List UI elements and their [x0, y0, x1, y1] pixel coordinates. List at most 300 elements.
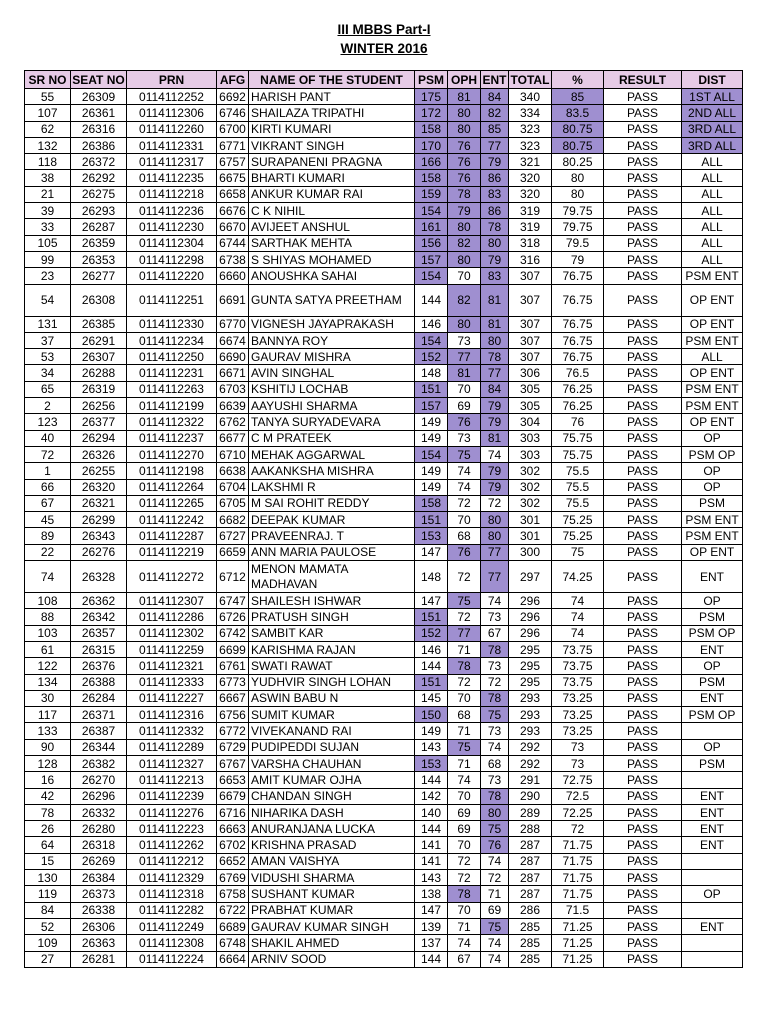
- cell-seat: 26342: [71, 609, 127, 625]
- cell-pct: 76: [552, 414, 604, 430]
- cell-psm: 137: [415, 935, 448, 951]
- cell-oph: 72: [448, 561, 481, 593]
- cell-dist: OP ENT: [682, 414, 743, 430]
- cell-seat: 26316: [71, 121, 127, 137]
- cell-psm: 148: [415, 561, 448, 593]
- cell-name: AVIN SINGHAL: [249, 365, 415, 381]
- table-row: [25, 479, 743, 495]
- cell-seat: 26291: [71, 332, 127, 348]
- cell-total: 304: [509, 414, 552, 430]
- table-row: [25, 544, 743, 560]
- cell-result: PASS: [604, 349, 682, 365]
- cell-prn: 0114112306: [127, 105, 217, 121]
- cell-sr: 38: [25, 170, 71, 186]
- cell-sr: 118: [25, 154, 71, 170]
- cell-name: SUMIT KUMAR: [249, 707, 415, 723]
- cell-afg: 6770: [217, 316, 249, 332]
- cell-sr: 23: [25, 268, 71, 284]
- cell-name: VIGNESH JAYAPRAKASH: [249, 316, 415, 332]
- table-row: [25, 674, 743, 690]
- cell-afg: 6682: [217, 512, 249, 528]
- cell-psm: 144: [415, 951, 448, 967]
- cell-sr: 62: [25, 121, 71, 137]
- cell-result: PASS: [604, 170, 682, 186]
- cell-ent: 79: [481, 463, 509, 479]
- cell-pct: 71.75: [552, 853, 604, 869]
- cell-total: 340: [509, 89, 552, 105]
- cell-afg: 6738: [217, 251, 249, 267]
- cell-psm: 142: [415, 788, 448, 804]
- table-row: [25, 365, 743, 381]
- cell-sr: 21: [25, 186, 71, 202]
- cell-prn: 0114112234: [127, 332, 217, 348]
- cell-seat: 26294: [71, 430, 127, 446]
- cell-prn: 0114112308: [127, 935, 217, 951]
- cell-afg: 6653: [217, 772, 249, 788]
- cell-oph: 81: [448, 89, 481, 105]
- cell-result: PASS: [604, 837, 682, 853]
- cell-total: 305: [509, 381, 552, 397]
- cell-seat: 26344: [71, 739, 127, 755]
- cell-psm: 158: [415, 495, 448, 511]
- cell-name: TANYA SURYADEVARA: [249, 414, 415, 430]
- column-header: ENT: [482, 72, 507, 87]
- cell-pct: 80.75: [552, 121, 604, 137]
- cell-afg: 6689: [217, 918, 249, 934]
- cell-oph: 72: [448, 853, 481, 869]
- cell-dist: OP ENT: [682, 316, 743, 332]
- cell-ent: 79: [481, 479, 509, 495]
- cell-ent: 83: [481, 186, 509, 202]
- cell-result: PASS: [604, 739, 682, 755]
- cell-seat: 26363: [71, 935, 127, 951]
- cell-oph: 70: [448, 268, 481, 284]
- cell-prn: 0114112213: [127, 772, 217, 788]
- cell-sr: 16: [25, 772, 71, 788]
- cell-seat: 26321: [71, 495, 127, 511]
- cell-total: 285: [509, 951, 552, 967]
- cell-sr: 84: [25, 902, 71, 918]
- cell-name: AMAN VAISHYA: [249, 853, 415, 869]
- cell-oph: 78: [448, 186, 481, 202]
- cell-afg: 6727: [217, 528, 249, 544]
- cell-seat: 26277: [71, 268, 127, 284]
- cell-pct: 80: [552, 186, 604, 202]
- cell-name: ARNIV SOOD: [249, 951, 415, 967]
- cell-name: YUDHVIR SINGH LOHAN: [249, 674, 415, 690]
- cell-seat: 26280: [71, 821, 127, 837]
- cell-seat: 26382: [71, 755, 127, 771]
- cell-afg: 6756: [217, 707, 249, 723]
- cell-psm: 154: [415, 446, 448, 462]
- cell-ent: 84: [481, 89, 509, 105]
- cell-afg: 6664: [217, 951, 249, 967]
- cell-name: AMIT KUMAR OJHA: [249, 772, 415, 788]
- cell-result: PASS: [604, 788, 682, 804]
- cell-oph: 69: [448, 804, 481, 820]
- cell-prn: 0114112264: [127, 479, 217, 495]
- table-row: [25, 105, 743, 121]
- cell-pct: 73.25: [552, 690, 604, 706]
- cell-psm: 144: [415, 821, 448, 837]
- cell-prn: 0114112237: [127, 430, 217, 446]
- cell-sr: 89: [25, 528, 71, 544]
- cell-psm: 149: [415, 430, 448, 446]
- cell-sr: 55: [25, 89, 71, 105]
- cell-name: VIKRANT SINGH: [249, 137, 415, 153]
- table-row: [25, 381, 743, 397]
- cell-psm: 156: [415, 235, 448, 251]
- cell-afg: 6772: [217, 723, 249, 739]
- cell-pct: 79.75: [552, 203, 604, 219]
- cell-dist: PSM ENT: [682, 268, 743, 284]
- cell-pct: 76.75: [552, 349, 604, 365]
- cell-total: 290: [509, 788, 552, 804]
- cell-total: 285: [509, 918, 552, 934]
- cell-oph: 70: [448, 902, 481, 918]
- cell-total: 296: [509, 609, 552, 625]
- cell-sr: 117: [25, 707, 71, 723]
- cell-sr: 131: [25, 316, 71, 332]
- cell-oph: 69: [448, 821, 481, 837]
- cell-sr: 40: [25, 430, 71, 446]
- cell-dist: ALL: [682, 251, 743, 267]
- cell-afg: 6747: [217, 593, 249, 609]
- cell-prn: 0114112318: [127, 886, 217, 902]
- cell-prn: 0114112304: [127, 235, 217, 251]
- cell-afg: 6762: [217, 414, 249, 430]
- cell-ent: 86: [481, 203, 509, 219]
- cell-dist: OP: [682, 886, 743, 902]
- cell-name: SHAKIL AHMED: [249, 935, 415, 951]
- cell-sr: 88: [25, 609, 71, 625]
- cell-result: PASS: [604, 446, 682, 462]
- cell-total: 302: [509, 495, 552, 511]
- cell-oph: 81: [448, 365, 481, 381]
- table-row: [25, 446, 743, 462]
- cell-result: PASS: [604, 772, 682, 788]
- cell-total: 307: [509, 284, 552, 316]
- cell-seat: 26306: [71, 918, 127, 934]
- cell-pct: 75.75: [552, 446, 604, 462]
- cell-prn: 0114112321: [127, 658, 217, 674]
- cell-prn: 0114112263: [127, 381, 217, 397]
- page-title: III MBBS Part-I: [337, 22, 431, 37]
- cell-ent: 80: [481, 235, 509, 251]
- cell-ent: 81: [481, 316, 509, 332]
- table-row: [25, 186, 743, 202]
- cell-dist: OP: [682, 463, 743, 479]
- cell-result: PASS: [604, 284, 682, 316]
- cell-ent: 71: [481, 886, 509, 902]
- cell-pct: 71.25: [552, 918, 604, 934]
- cell-dist: ALL: [682, 349, 743, 365]
- cell-prn: 0114112331: [127, 137, 217, 153]
- cell-result: PASS: [604, 690, 682, 706]
- cell-prn: 0114112333: [127, 674, 217, 690]
- cell-result: PASS: [604, 625, 682, 641]
- cell-psm: 151: [415, 609, 448, 625]
- cell-oph: 70: [448, 381, 481, 397]
- cell-ent: 79: [481, 414, 509, 430]
- cell-sr: 34: [25, 365, 71, 381]
- cell-name: SUSHANT KUMAR: [249, 886, 415, 902]
- cell-ent: 72: [481, 674, 509, 690]
- table-row: [25, 821, 743, 837]
- cell-pct: 71.75: [552, 837, 604, 853]
- table-row: [25, 170, 743, 186]
- cell-total: 295: [509, 658, 552, 674]
- cell-sr: 99: [25, 251, 71, 267]
- cell-afg: 6671: [217, 365, 249, 381]
- cell-psm: 141: [415, 853, 448, 869]
- cell-afg: 6757: [217, 154, 249, 170]
- cell-prn: 0114112289: [127, 739, 217, 755]
- cell-total: 307: [509, 349, 552, 365]
- cell-name: CHANDAN SINGH: [249, 788, 415, 804]
- column-header: %: [552, 71, 604, 89]
- cell-total: 307: [509, 332, 552, 348]
- cell-psm: 158: [415, 170, 448, 186]
- cell-ent: 73: [481, 658, 509, 674]
- cell-name: HARISH PANT: [249, 89, 415, 105]
- cell-seat: 26275: [71, 186, 127, 202]
- cell-prn: 0114112223: [127, 821, 217, 837]
- cell-oph: 72: [448, 495, 481, 511]
- cell-total: 303: [509, 446, 552, 462]
- cell-ent: 75: [481, 707, 509, 723]
- cell-result: PASS: [604, 674, 682, 690]
- cell-total: 288: [509, 821, 552, 837]
- cell-ent: 78: [481, 349, 509, 365]
- cell-prn: 0114112227: [127, 690, 217, 706]
- cell-total: 289: [509, 804, 552, 820]
- cell-psm: 153: [415, 755, 448, 771]
- cell-total: 307: [509, 268, 552, 284]
- cell-name: C K NIHIL: [249, 203, 415, 219]
- cell-total: 302: [509, 479, 552, 495]
- cell-psm: 144: [415, 284, 448, 316]
- cell-total: 297: [509, 561, 552, 593]
- column-header: DIST: [682, 71, 743, 89]
- table-row: [25, 203, 743, 219]
- cell-ent: 85: [481, 121, 509, 137]
- cell-oph: 70: [448, 837, 481, 853]
- cell-psm: 143: [415, 870, 448, 886]
- cell-dist: PSM ENT: [682, 528, 743, 544]
- cell-ent: 80: [481, 804, 509, 820]
- cell-afg: 6769: [217, 870, 249, 886]
- cell-pct: 73.75: [552, 641, 604, 657]
- cell-seat: 26269: [71, 853, 127, 869]
- cell-oph: 70: [448, 690, 481, 706]
- cell-ent: 84: [481, 381, 509, 397]
- cell-result: PASS: [604, 707, 682, 723]
- page-subtitle: WINTER 2016: [340, 41, 428, 56]
- table-row: [25, 235, 743, 251]
- table-row: [25, 284, 743, 316]
- cell-total: 302: [509, 463, 552, 479]
- cell-seat: 26287: [71, 219, 127, 235]
- cell-dist: OP ENT: [682, 365, 743, 381]
- cell-seat: 26371: [71, 707, 127, 723]
- table-row: [25, 495, 743, 511]
- cell-sr: 90: [25, 739, 71, 755]
- table-row: [25, 463, 743, 479]
- cell-ent: 73: [481, 723, 509, 739]
- table-row: [25, 316, 743, 332]
- cell-ent: 69: [481, 902, 509, 918]
- cell-seat: 26362: [71, 593, 127, 609]
- cell-afg: 6767: [217, 755, 249, 771]
- column-header: TOTAL: [509, 71, 552, 89]
- cell-sr: 64: [25, 837, 71, 853]
- cell-total: 293: [509, 707, 552, 723]
- cell-total: 287: [509, 853, 552, 869]
- cell-dist: OP: [682, 479, 743, 495]
- cell-afg: 6660: [217, 268, 249, 284]
- cell-psm: 154: [415, 268, 448, 284]
- table-row: [25, 154, 743, 170]
- cell-dist: ENT: [682, 821, 743, 837]
- cell-ent: 72: [481, 870, 509, 886]
- cell-total: 319: [509, 219, 552, 235]
- cell-sr: 103: [25, 625, 71, 641]
- cell-psm: 141: [415, 837, 448, 853]
- cell-sr: 15: [25, 853, 71, 869]
- table-row: [25, 788, 743, 804]
- cell-name: AVIJEET ANSHUL: [249, 219, 415, 235]
- cell-total: 334: [509, 105, 552, 121]
- cell-sr: 1: [25, 463, 71, 479]
- cell-prn: 0114112327: [127, 755, 217, 771]
- cell-seat: 26309: [71, 89, 127, 105]
- cell-result: PASS: [604, 251, 682, 267]
- cell-total: 319: [509, 203, 552, 219]
- cell-result: PASS: [604, 463, 682, 479]
- cell-total: 287: [509, 837, 552, 853]
- cell-ent: 80: [481, 512, 509, 528]
- cell-pct: 76.75: [552, 284, 604, 316]
- cell-sr: 2: [25, 398, 71, 414]
- table-row: [25, 641, 743, 657]
- cell-ent: 79: [481, 251, 509, 267]
- cell-afg: 6674: [217, 332, 249, 348]
- cell-sr: 108: [25, 593, 71, 609]
- cell-psm: 151: [415, 674, 448, 690]
- cell-psm: 159: [415, 186, 448, 202]
- cell-dist: ALL: [682, 154, 743, 170]
- cell-result: PASS: [604, 935, 682, 951]
- cell-afg: 6675: [217, 170, 249, 186]
- cell-psm: 144: [415, 772, 448, 788]
- cell-afg: 6663: [217, 821, 249, 837]
- cell-psm: 154: [415, 203, 448, 219]
- cell-result: PASS: [604, 414, 682, 430]
- cell-result: PASS: [604, 609, 682, 625]
- cell-result: PASS: [604, 186, 682, 202]
- cell-oph: 78: [448, 658, 481, 674]
- cell-name: PUDIPEDDI SUJAN: [249, 739, 415, 755]
- cell-seat: 26255: [71, 463, 127, 479]
- cell-oph: 76: [448, 544, 481, 560]
- cell-result: PASS: [604, 886, 682, 902]
- cell-name: C M PRATEEK: [249, 430, 415, 446]
- table-row: [25, 137, 743, 153]
- cell-oph: 75: [448, 446, 481, 462]
- cell-prn: 0114112287: [127, 528, 217, 544]
- cell-afg: 6746: [217, 105, 249, 121]
- cell-afg: 6712: [217, 561, 249, 593]
- cell-pct: 73: [552, 739, 604, 755]
- cell-pct: 73.75: [552, 658, 604, 674]
- cell-sr: 123: [25, 414, 71, 430]
- cell-psm: 154: [415, 332, 448, 348]
- cell-dist: [682, 902, 743, 918]
- cell-sr: 133: [25, 723, 71, 739]
- cell-result: PASS: [604, 561, 682, 593]
- cell-dist: 3RD ALL: [682, 121, 743, 137]
- cell-dist: ENT: [682, 918, 743, 934]
- cell-ent: 72: [481, 495, 509, 511]
- cell-name: ANKUR KUMAR RAI: [249, 186, 415, 202]
- cell-ent: 79: [481, 398, 509, 414]
- cell-oph: 78: [448, 886, 481, 902]
- cell-oph: 71: [448, 641, 481, 657]
- cell-afg: 6676: [217, 203, 249, 219]
- cell-psm: 166: [415, 154, 448, 170]
- cell-seat: 26307: [71, 349, 127, 365]
- cell-dist: [682, 772, 743, 788]
- cell-pct: 79: [552, 251, 604, 267]
- cell-dist: PSM: [682, 495, 743, 511]
- table-row: [25, 723, 743, 739]
- cell-seat: 26319: [71, 381, 127, 397]
- cell-afg: 6638: [217, 463, 249, 479]
- cell-afg: 6677: [217, 430, 249, 446]
- cell-dist: OP ENT: [682, 284, 743, 316]
- cell-sr: 122: [25, 658, 71, 674]
- cell-afg: 6710: [217, 446, 249, 462]
- table-row: [25, 870, 743, 886]
- cell-pct: 71.25: [552, 951, 604, 967]
- cell-total: 287: [509, 886, 552, 902]
- cell-psm: 147: [415, 902, 448, 918]
- cell-sr: 128: [25, 755, 71, 771]
- cell-oph: 68: [448, 707, 481, 723]
- table-row: [25, 739, 743, 755]
- cell-sr: 65: [25, 381, 71, 397]
- cell-name: M SAI ROHIT REDDY: [249, 495, 415, 511]
- cell-result: PASS: [604, 658, 682, 674]
- cell-dist: [682, 951, 743, 967]
- table-row: [25, 853, 743, 869]
- cell-sr: 78: [25, 804, 71, 820]
- cell-afg: 6659: [217, 544, 249, 560]
- cell-pct: 79.5: [552, 235, 604, 251]
- cell-name: VARSHA CHAUHAN: [249, 755, 415, 771]
- cell-result: PASS: [604, 332, 682, 348]
- cell-dist: OP ENT: [682, 544, 743, 560]
- cell-total: 320: [509, 170, 552, 186]
- cell-sr: 37: [25, 332, 71, 348]
- cell-oph: 68: [448, 528, 481, 544]
- cell-name: ANOUSHKA SAHAI: [249, 268, 415, 284]
- cell-oph: 74: [448, 772, 481, 788]
- cell-ent: 81: [481, 430, 509, 446]
- cell-name: KIRTI KUMARI: [249, 121, 415, 137]
- cell-pct: 73: [552, 755, 604, 771]
